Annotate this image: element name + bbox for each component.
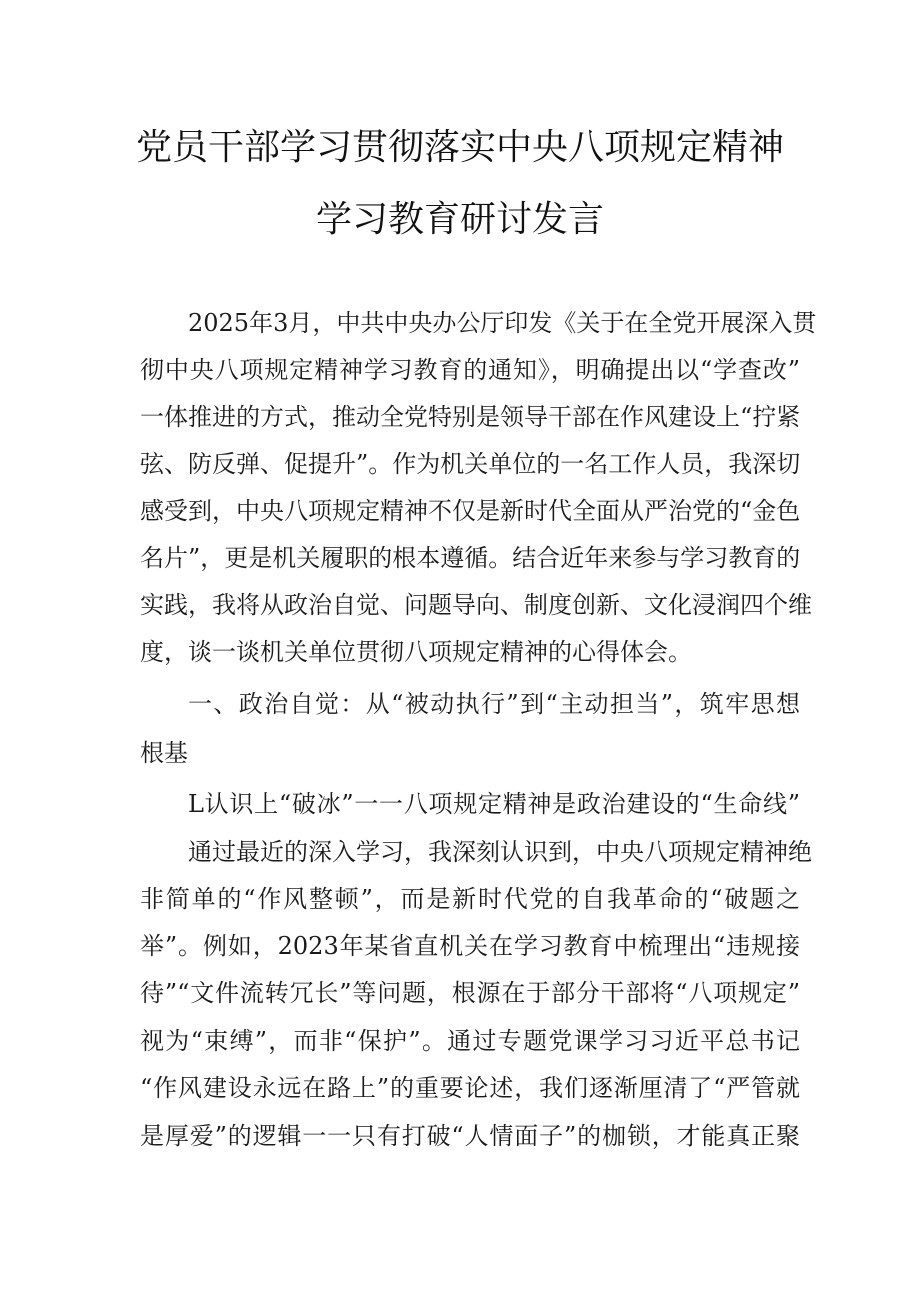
document-title-line-2: 学习教育研讨发言 bbox=[315, 199, 604, 240]
paragraph-line: 弦、防反弹、促提升”。作为机关单位的一名工作人员，我深切 bbox=[140, 450, 801, 478]
paragraph-line: “作风建设永远在路上”的重要论述，我们逐渐厘清了“严管就 bbox=[140, 1074, 800, 1102]
paragraph-line: 通过最近的深入学习，我深刻认识到，中央八项规定精神绝 bbox=[188, 838, 812, 866]
paragraph-line: 非简单的“作风整顿”，而是新时代党的自我革命的“破题之 bbox=[140, 885, 800, 913]
paragraph-line: 2025年3月，中共中央办公厅印发《关于在全党开展深入贯 bbox=[188, 309, 817, 337]
paragraph-line: 感受到，中央八项规定精神不仅是新时代全面从严治党的“金色 bbox=[140, 497, 801, 525]
paragraph-line: 一体推进的方式，推动全党特别是领导干部在作风建设上“拧紧 bbox=[140, 403, 801, 431]
section-heading-line: 根基 bbox=[140, 739, 188, 767]
paragraph-line: 待”“文件流转冗长”等问题，根源在于部分干部将“八项规定” bbox=[140, 979, 800, 1007]
paragraph-line: 名片”，更是机关履职的根本遵循。结合近年来参与学习教育的 bbox=[140, 544, 801, 572]
document-title-line-1: 党员干部学习贯彻落实中央八项规定精神 bbox=[135, 127, 784, 168]
paragraph-line: 实践，我将从政治自觉、问题导向、制度创新、文化浸润四个维 bbox=[140, 591, 812, 619]
section-heading-line: 一、政治自觉：从“被动执行”到“主动担当”，筑牢思想 bbox=[188, 690, 800, 718]
paragraph-line: 彻中央八项规定精神学习教育的通知》，明确提出以“学查改” bbox=[140, 356, 800, 384]
paragraph-line: 是厚爱”的逻辑一一只有打破“人情面子”的枷锁，才能真正聚 bbox=[140, 1122, 800, 1150]
paragraph-line: 度，谈一谈机关单位贯彻八项规定精神的心得体会。 bbox=[140, 638, 692, 666]
paragraph-line: 举”。例如，2023年某省直机关在学习教育中梳理出“违规接 bbox=[140, 932, 800, 960]
subsection-heading: L认识上“破冰”一一八项规定精神是政治建设的“生命线” bbox=[188, 790, 800, 818]
paragraph-line: 视为“束缚”，而非“保护”。通过专题党课学习习近平总书记 bbox=[140, 1027, 800, 1055]
